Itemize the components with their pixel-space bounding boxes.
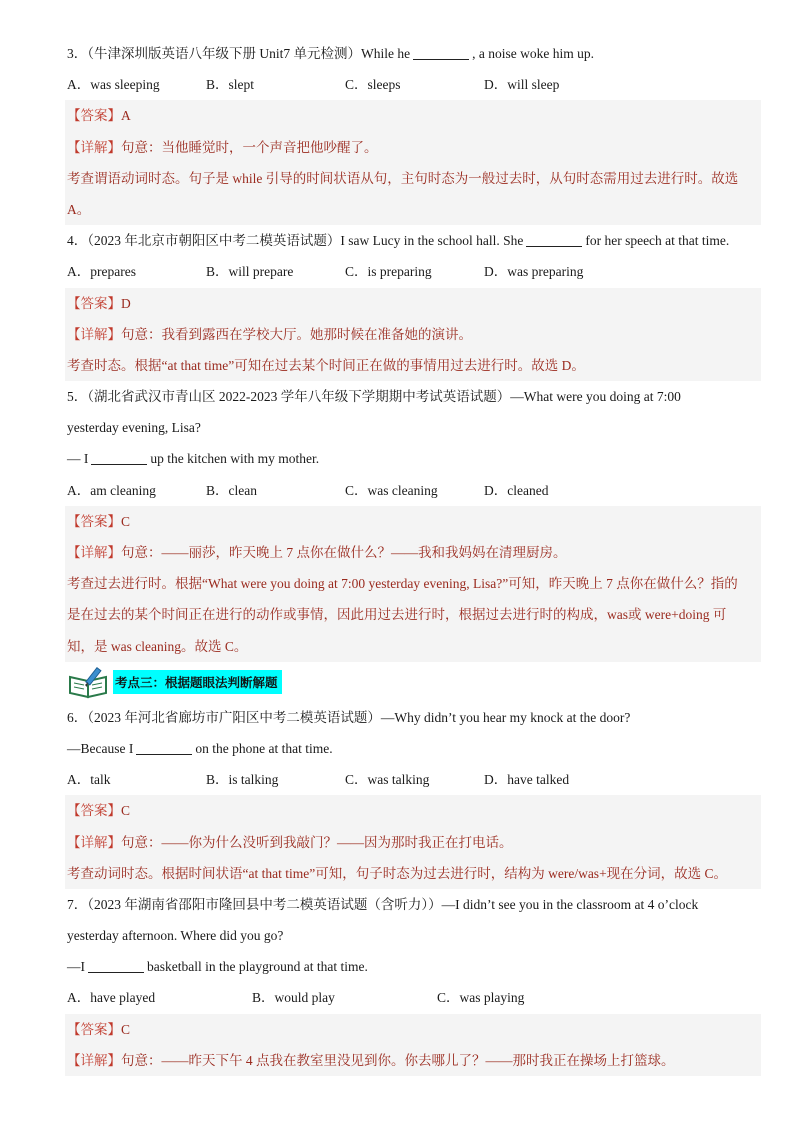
question-5-options — [65, 475, 761, 506]
question-4-detail-line: 考查时态。根据“at that time”可知在过去某个时间正在做的事情用过去进行时。故选 D。 — [65, 350, 761, 381]
question-4-options — [65, 256, 761, 287]
section-heading — [65, 662, 761, 702]
question-3-detail-line: 考查谓语动词时态。句子是 while 引导的时间状语从句，主句时态为一般过去时，从句时态需用过去进行时。故选 — [65, 163, 761, 194]
question-5-answer: 【答案】C — [65, 506, 761, 537]
option-b: B．slept — [206, 77, 255, 93]
answer-blank — [413, 45, 469, 60]
question-5-detail-line: 是在过去的某个时间正在进行的动作或事情，因此用过去进行时，根据过去进行时的构成，was或 were+doing 可 — [65, 599, 761, 630]
question-4-detail: 【详解】句意：我看到露西在学校大厅。她那时候在准备她的演讲。 — [65, 319, 761, 350]
option-c: C．was talking — [345, 772, 430, 788]
question-6-detail: 【详解】句意：——你为什么没听到我敲门？——因为那时我正在打电话。 — [65, 827, 761, 858]
question-7-stem: 7．（2023 年湖南省邵阳市隆回县中考二模英语试题（含听力））—I didn’t see you in the classroom at 4 o’clock — [67, 896, 699, 912]
question-6-response: —Because I on the phone at that time. — [67, 740, 333, 756]
question-5-stem: 5．（湖北省武汉市青山区 2022-2023 学年八年级下学期期中考试英语试题）—What were you doing at 7:00 — [67, 389, 681, 405]
option-c: C．sleeps — [345, 77, 401, 93]
answer-blank — [136, 740, 192, 755]
question-5-detail: 【详解】句意：——丽莎，昨天晚上 7 点你在做什么？——我和我妈妈在清理厨房。 — [65, 537, 761, 568]
question-5-detail-line: 知，是 was cleaning。故选 C。 — [65, 631, 761, 662]
option-b: B．will prepare — [206, 264, 294, 280]
question-6-answer: 【答案】C — [65, 795, 761, 826]
question-3-detail-line: A。 — [65, 194, 761, 225]
option-b: B．clean — [206, 482, 257, 498]
question-5-response: — I up the kitchen with my mother. — [67, 451, 320, 467]
option-b: B．would play — [252, 990, 335, 1006]
question-4-answer: 【答案】D — [65, 288, 761, 319]
question-3-detail: 【详解】句意：当他睡觉时，一个声音把他吵醒了。 — [65, 132, 761, 163]
question-6-options — [65, 764, 761, 795]
option-d: D．cleaned — [484, 482, 549, 498]
question-7-detail: 【详解】句意：——昨天下午 4 点我在教室里没见到你。你去哪儿了？——那时我正在操场上打篮球。 — [65, 1045, 761, 1076]
answer-blank — [91, 450, 147, 465]
option-c: C．was playing — [437, 990, 525, 1006]
option-a: A．talk — [67, 772, 111, 788]
question-3-options — [65, 69, 761, 100]
question-3-stem: 3．（牛津深圳版英语八年级下册 Unit7 单元检测）While he , a noise woke him up. — [67, 46, 594, 61]
option-c: C．was cleaning — [345, 482, 438, 498]
question-7-answer: 【答案】C — [65, 1014, 761, 1045]
question-7-options — [65, 982, 761, 1013]
question-6-stem: 6．（2023 年河北省廊坊市广阳区中考二模英语试题）—Why didn’t you hear my knock at the door? — [67, 709, 631, 725]
document-page — [65, 38, 761, 1076]
option-d: D．will sleep — [484, 77, 560, 93]
option-c: C．is preparing — [345, 264, 432, 280]
question-5-detail-line: 考查过去进行时。根据“What were you doing at 7:00 yesterday evening, Lisa?”可知，昨天晚上 7 点你在做什么？指的 — [65, 568, 761, 599]
option-a: A．have played — [67, 990, 156, 1006]
section-title: 考点三：根据题眼法判断解题 — [113, 670, 282, 694]
question-6-detail-line: 考查动词时态。根据时间状语“at that time”可知，句子时态为过去进行时，结构为 were/was+现在分词，故选 C。 — [65, 858, 761, 889]
question-7-response: —I basketball in the playground at that time. — [67, 959, 368, 975]
option-a: A．was sleeping — [67, 77, 160, 93]
question-7-stem-line: yesterday afternoon. Where did you go? — [67, 928, 284, 944]
answer-blank — [88, 958, 144, 973]
option-d: D．was preparing — [484, 264, 584, 280]
book-pencil-icon — [67, 665, 111, 699]
option-b: B．is talking — [206, 772, 279, 788]
option-d: D．have talked — [484, 772, 570, 788]
question-3-answer: 【答案】A — [65, 100, 761, 131]
option-a: A．am cleaning — [67, 482, 156, 498]
question-5-stem-line: yesterday evening, Lisa? — [67, 420, 201, 436]
question-4-stem: 4．（2023 年北京市朝阳区中考二模英语试题）I saw Lucy in the school hall. She for her speech at that time. — [67, 233, 730, 249]
option-a: A．prepares — [67, 264, 136, 280]
answer-blank — [526, 232, 582, 247]
